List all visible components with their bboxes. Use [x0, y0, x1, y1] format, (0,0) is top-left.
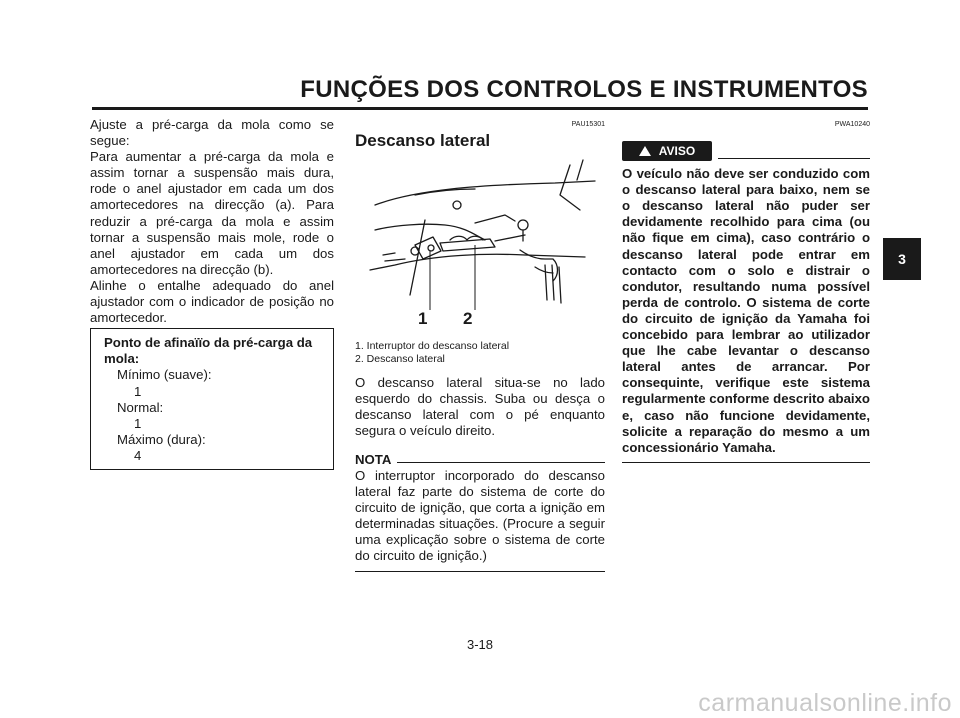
spec-max-label: Máximo (dura):: [117, 431, 206, 447]
paragraph-adjust-direction: Para aumentar a pré-carga da mola e assim tornar a suspensão mais dura, rode o anel ajustador em cada um dos amortecedores na direcção (a). Para reduzir a pré-carga da mola e assim tornar a suspensão mais mole, rode o anel ajustador em cada um dos amortecedores na direcção (b).: [90, 149, 334, 277]
page-number: 3-18: [466, 637, 494, 652]
header-rule: [92, 107, 868, 110]
sidestand-illustration: [355, 155, 605, 330]
caption-sidestand-switch: 1. Interruptor do descanso lateral: [355, 340, 510, 353]
note-header: [355, 452, 605, 468]
figure-captions: [355, 340, 605, 365]
callout-1: 1: [418, 309, 428, 329]
middle-column: [355, 117, 605, 572]
spring-preload-spec-box: [90, 328, 334, 470]
chapter-tab[interactable]: 3: [883, 238, 921, 280]
warning-text: O veículo não deve ser conduzido com o descanso lateral para baixo, nem se o descanso lateral não puder ser devidamente recolhido para cima (ou não fique em cima), caso contrário o descanso lateral pode entrar em contacto com o solo e distrair o condutor, resultando numa possível perda de controlo. O sistema de corte do circuito de ignição da Yamaha foi concebido para lembrar ao utilizador que lhe cabe levantar o descanso lateral antes de arrancar. Por consequinte, verifique este sistema regularmente conforme descrito abaixo e, caso não funcione devidamente, solicite a reparação do mesmo a um concessionário Yamaha.: [622, 166, 870, 455]
note-header-rule: [397, 462, 605, 463]
warning-triangle-icon: [639, 146, 651, 156]
page-header-title: FUNÇÕES DOS CONTROLOS E INSTRUMENTOS: [300, 76, 868, 103]
watermark: carmanualsonline.info: [698, 689, 952, 717]
warning-ref-code: PWA10240: [834, 121, 870, 128]
spec-title: Ponto de afinaïïo da pré-carga da mola:: [104, 335, 313, 367]
spec-normal-value: 1: [134, 415, 142, 431]
paragraph-intro: Ajuste a pré-carga da mola como se segue:: [90, 117, 334, 149]
left-column: [90, 117, 334, 470]
warning-footer-rule: [622, 462, 870, 463]
warning-header: [622, 133, 870, 161]
paragraph-align-notch: Alinhe o entalhe adequado do anel ajustador com o indicador de posição no amortecedor.: [90, 277, 334, 326]
section-ref-code: PAU15301: [571, 121, 605, 128]
warning-header-rule: [718, 158, 870, 159]
warning-label: AVISO: [658, 144, 696, 159]
spec-min-value: 1: [134, 383, 142, 399]
section-title: Descanso lateral: [355, 131, 491, 151]
spec-normal-label: Normal:: [117, 399, 164, 415]
caption-sidestand: 2. Descanso lateral: [355, 352, 445, 365]
note-text: O interruptor incorporado do descanso lateral faz parte do sistema de corte do circuito de ignição, que corta a ignição em determinadas situações. (Procure a seguir uma explicação sobre o sistema de corte do circuito de ignição.): [355, 467, 605, 564]
note-label: NOTA: [355, 451, 392, 467]
sidestand-description: O descanso lateral situa-se no lado esquerdo do chassis. Suba ou desça o descanso lateral com o pé enquanto segura o veículo direito.: [355, 375, 605, 439]
spec-min-label: Mínimo (suave):: [117, 367, 212, 383]
callout-2: 2: [463, 309, 473, 329]
spec-max-value: 4: [134, 447, 142, 463]
note-footer-rule: [355, 571, 605, 572]
right-column: [622, 117, 870, 463]
warning-badge: [622, 141, 712, 161]
sidestand-drawing: [355, 155, 605, 330]
